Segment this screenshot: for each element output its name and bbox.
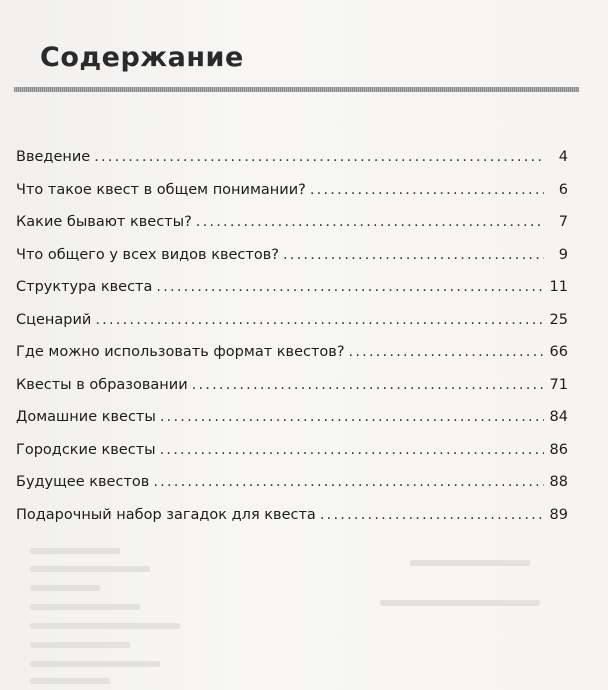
toc-entry-label: Сценарий: [16, 311, 92, 328]
toc-entry-page: 88: [549, 474, 568, 490]
table-of-contents: [16, 149, 568, 539]
page-title: Содержание: [40, 42, 244, 73]
dot-leader: [153, 474, 544, 490]
toc-entry-page: 66: [549, 344, 568, 360]
dot-leader: [310, 182, 544, 198]
toc-entry-label: Что такое квест в общем понимании?: [16, 181, 306, 198]
toc-entry[interactable]: [16, 442, 568, 475]
dot-leader: [349, 344, 544, 360]
toc-entry-page: 11: [549, 279, 568, 295]
toc-entry-label: Что общего у всех видов квестов?: [16, 246, 279, 263]
toc-entry-page: 6: [558, 181, 568, 198]
toc-entry-page: 25: [549, 311, 568, 328]
toc-entry[interactable]: [16, 474, 568, 507]
toc-entry-page: 71: [549, 376, 568, 393]
dot-leader: [95, 312, 544, 328]
toc-entry-page: 7: [558, 214, 568, 230]
toc-entry[interactable]: [16, 507, 568, 540]
toc-entry-page: 9: [558, 246, 568, 263]
toc-entry-label: Квесты в образовании: [16, 376, 188, 393]
dot-leader: [196, 214, 544, 230]
toc-entry[interactable]: [16, 377, 568, 410]
title-rule: [14, 87, 579, 92]
toc-entry-page: 86: [549, 441, 568, 458]
toc-entry-label: Домашние квесты: [16, 409, 156, 425]
toc-entry-page: 84: [549, 409, 568, 425]
toc-entry-label: Структура квеста: [16, 279, 153, 295]
toc-entry-label: Где можно использовать формат квестов?: [16, 344, 345, 360]
dot-leader: [283, 247, 544, 263]
toc-entry-page: 4: [558, 149, 568, 165]
toc-entry-label: Подарочный набор загадок для квеста: [16, 506, 316, 523]
toc-entry[interactable]: [16, 344, 568, 377]
toc-entry-label: Будущее квестов: [16, 474, 150, 490]
toc-entry[interactable]: [16, 182, 568, 215]
dot-leader: [156, 279, 544, 295]
toc-entry[interactable]: [16, 312, 568, 345]
toc-entry[interactable]: [16, 214, 568, 247]
toc-entry-label: Введение: [16, 149, 91, 165]
toc-entry[interactable]: [16, 409, 568, 442]
dot-leader: [94, 149, 544, 165]
dot-leader: [160, 442, 544, 458]
toc-entry-label: Городские квесты: [16, 441, 156, 458]
dot-leader: [320, 507, 544, 523]
toc-entry[interactable]: [16, 247, 568, 280]
dot-leader: [192, 377, 544, 393]
toc-entry-page: 89: [549, 506, 568, 523]
toc-entry[interactable]: [16, 149, 568, 182]
toc-entry[interactable]: [16, 279, 568, 312]
dot-leader: [160, 409, 544, 425]
toc-entry-label: Какие бывают квесты?: [16, 214, 192, 230]
